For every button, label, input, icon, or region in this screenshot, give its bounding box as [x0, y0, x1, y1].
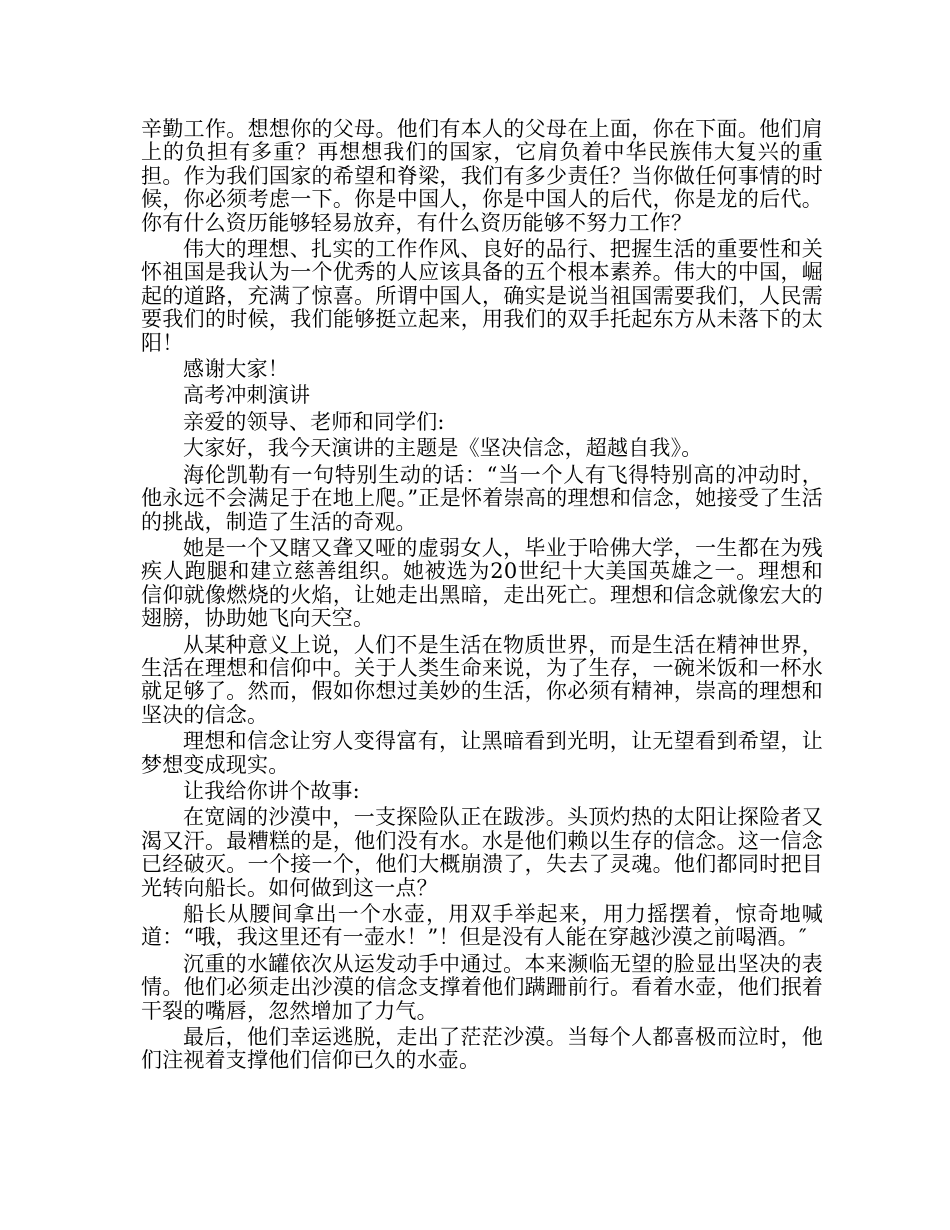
paragraph: 沉重的水罐依次从运发动手中通过。本来濒临无望的脸显出坚决的表情。他们必须走出沙漠的信念支撑着他们蹒跚前行。看着水壶，他们抿着干裂的嘴唇，忽然增加了力气。	[141, 951, 823, 1023]
paragraph-thanks: 感谢大家！	[183, 357, 289, 382]
paragraph: 大家好，我今天演讲的主题是《坚决信念，超越自我》。	[183, 436, 703, 461]
paragraph: 在宽阔的沙漠中，一支探险队正在跋涉。头顶灼热的太阳让探险者又渴又汗。最糟糕的是，他们没有水。水是他们赖以生存的信念。这一信念已经破灭。一个接一个，他们大概崩溃了，失去了灵魂。他们都同时把目光转向船长。如何做到这一点？	[141, 805, 823, 900]
paragraph: 从某种意义上说，人们不是生活在物质世界，而是生活在精神世界，生活在理想和信仰中。关于人类生命来说，为了生存，一碗米饭和一杯水就足够了。然而，假如你想过美妙的生活，你必须有精神，崇高的理想和坚决的信念。	[141, 632, 823, 727]
speech-title: 高考冲刺演讲	[183, 383, 311, 408]
paragraph: 她是一个又瞎又聋又哑的虚弱女人，毕业于哈佛大学，一生都在为残疾人跑腿和建立慈善组织。她被选为20世纪十大美国英雄之一。理想和信仰就像燃烧的火焰，让她走出黑暗，走出死亡。理想和信念就像宏大的翅膀，协助她飞向天空。	[141, 535, 823, 631]
paragraph: 船长从腰间拿出一个水壶，用双手举起来，用力摇摆着，惊奇地喊道：“哦，我这里还有一壶水！”！但是没有人能在穿越沙漠之前喝酒。″	[141, 902, 823, 950]
paragraph: 海伦凯勒有一句特别生动的话：“当一个人有飞得特别高的冲动时，他永远不会满足于在地上爬。”正是怀着崇高的理想和信念，她接受了生活的挑战，制造了生活的奇观。	[141, 462, 823, 534]
paragraph: 伟大的理想、扎实的工作作风、良好的品行、把握生活的重要性和关怀祖国是我认为一个优秀的人应该具备的五个根本素养。伟大的中国，崛起的道路，充满了惊喜。所谓中国人，确实是说当祖国需要我们，人民需要我们的时候，我们能够挺立起来，用我们的双手托起东方从未落下的太阳！	[141, 237, 823, 355]
paragraph: 让我给你讲个故事:	[183, 778, 360, 803]
paragraph-continued: 辛勤工作。想想你的父母。他们有本人的父母在上面，你在下面。他们肩上的负担有多重？再想想我们的国家，它肩负着中华民族伟大复兴的重担。作为我们国家的希望和脊梁，我们有多少责任？当你做任何事情的时候，你必须考虑一下。你是中国人，你是中国人的后代，你是龙的后代。你有什么资历能够轻易放弃，有什么资历能够不努力工作？	[141, 117, 823, 235]
document-body	[141, 118, 823, 1076]
paragraph: 最后，他们幸运逃脱，走出了茫茫沙漠。当每个人都喜极而泣时，他们注视着支撑他们信仰已久的水壶。	[141, 1025, 823, 1073]
salutation: 亲爱的领导、老师和同学们:	[183, 409, 445, 434]
paragraph: 理想和信念让穷人变得富有，让黑暗看到光明，让无望看到希望，让梦想变成现实。	[141, 729, 823, 777]
